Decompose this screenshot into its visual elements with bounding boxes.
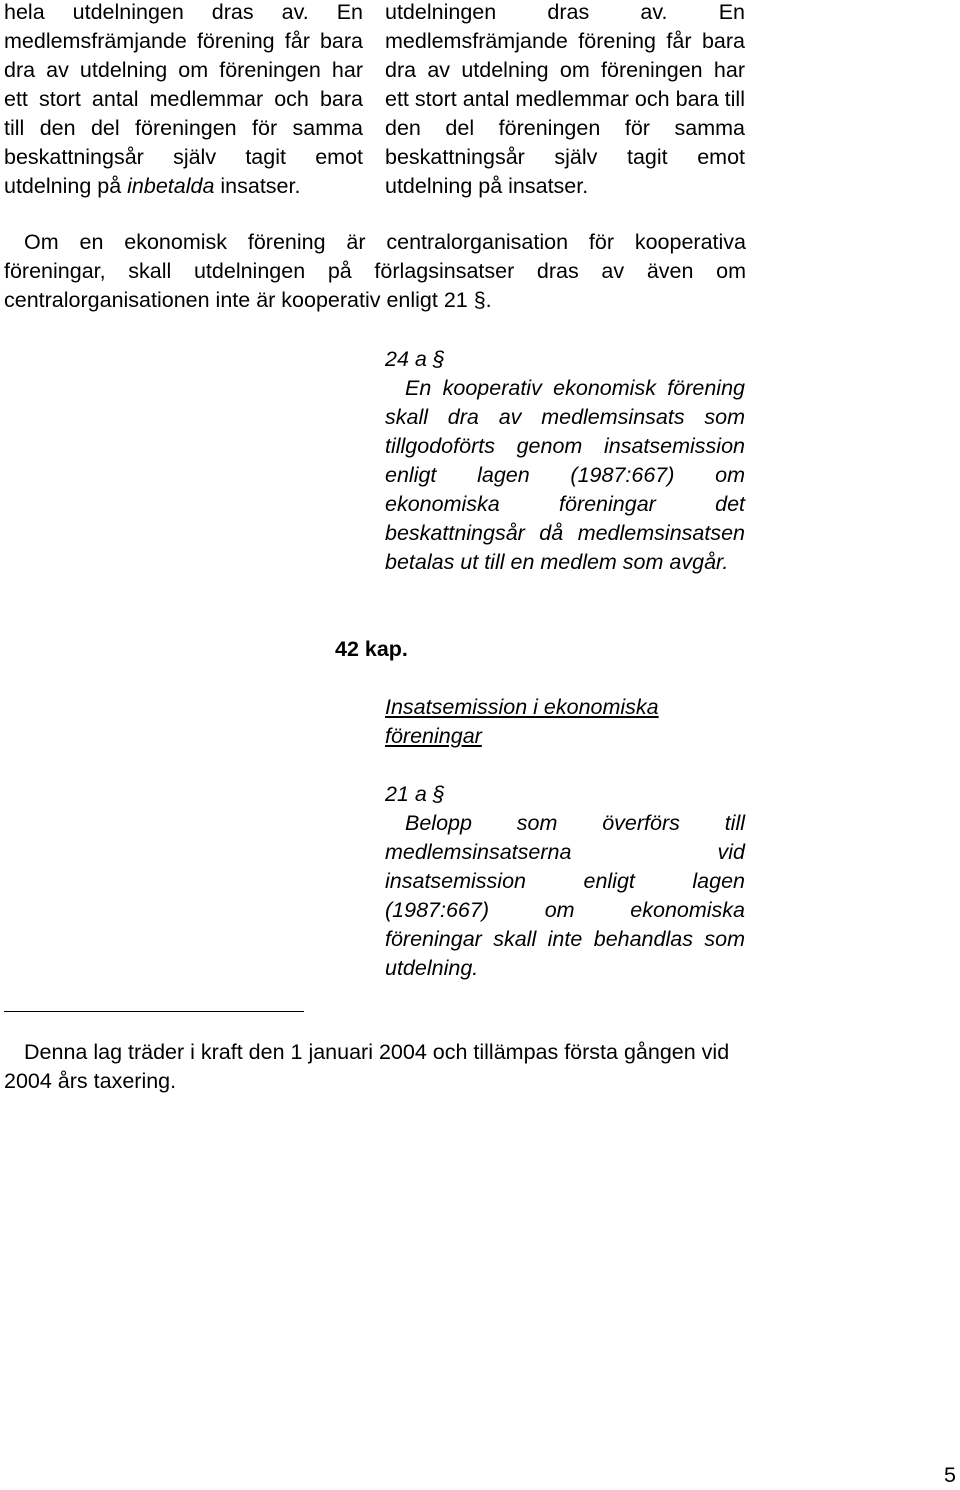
final-provision: Denna lag träder i kraft den 1 januari 2004 och tillämpas första gången vid 2004 års taxering. <box>4 1040 730 1093</box>
right-column-paragraph: utdelningen dras av. En medlemsfrämjande förening får bara dra av utdelning om föreningen har ett stort antal medlemmar och bara till den del föreningen för samma beskattningsår själv tagit emot utdelning på insatser. <box>385 0 745 198</box>
footnote-divider <box>4 1011 304 1012</box>
left-italic-word: inbetalda <box>127 174 215 198</box>
section-24a-heading: 24 a § <box>385 347 445 371</box>
full-width-paragraph: Om en ekonomisk förening är centralorganisation för kooperativa föreningar, skall utdelningen på förlagsinsatser dras av även om centralorganisationen inte är kooperativ enligt 21 §. <box>4 230 746 312</box>
left-column-paragraph <box>4 0 363 201</box>
section-21a-body: Belopp som överförs till medlemsinsatserna vid insatsemission enligt lagen (1987:667) om ekonomiska föreningar skall inte behandlas som utdelning. <box>385 811 745 980</box>
page-number: 5 <box>944 1463 956 1487</box>
section-24a <box>385 345 745 577</box>
left-text-after: insatser. <box>214 174 301 198</box>
section-21a <box>385 780 745 983</box>
chapter-heading: 42 kap. <box>335 637 408 661</box>
section-21a-heading: 21 a § <box>385 782 445 806</box>
section-24a-body: En kooperativ ekonomisk förening skall dra av medlemsinsats som tillgodoförts genom insatsemission enligt lagen (1987:667) om ekonomiska föreningar det beskattningsår då medlemsinsatsen betalas ut till en medlem som avgår. <box>385 376 745 574</box>
left-text-before: hela utdelningen dras av. En medlemsfrämjande förening får bara dra av utdelning om föreningen har ett stort antal medlemmar och bara till den del föreningen för samma beskattningsår själv tagit emot utdelning på <box>4 0 363 198</box>
subheading: Insatsemission i ekonomiska föreningar <box>385 695 659 748</box>
right-column <box>385 0 745 201</box>
left-column <box>4 0 363 201</box>
